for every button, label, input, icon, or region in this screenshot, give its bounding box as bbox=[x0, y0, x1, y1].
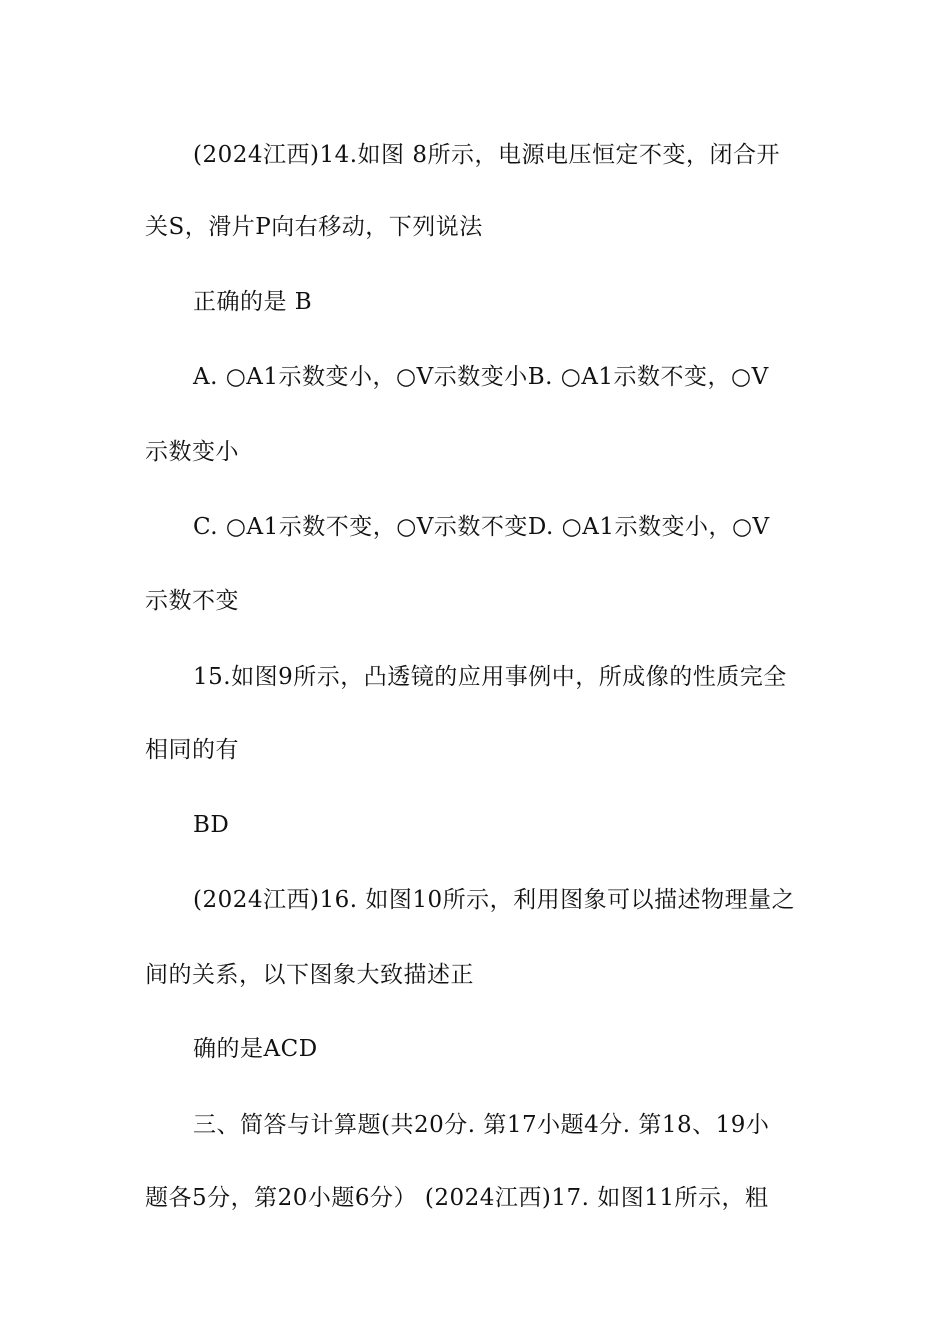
question-14-answer: 正确的是 B bbox=[193, 289, 313, 315]
question-14-options-cd-cont: 示数不变 bbox=[145, 588, 239, 614]
question-14-line-1: (2024江西)14.如图 8所示，电源电压恒定不变，闭合开 bbox=[193, 142, 781, 168]
question-14-options-ab: A. ○A1示数变小，○V示数变小B. ○A1示数不变，○V bbox=[193, 364, 769, 390]
question-16-line-2: 间的关系，以下图象大致描述正 bbox=[145, 962, 474, 988]
question-15-line-2: 相同的有 bbox=[145, 737, 239, 763]
question-14-line-2: 关S，滑片P向右移动，下列说法 bbox=[145, 214, 483, 240]
question-14-options-ab-cont: 示数变小 bbox=[145, 439, 239, 465]
question-16-answer: 确的是ACD bbox=[193, 1036, 318, 1062]
section-three-heading-cont: 题各5分，第20小题6分） (2024江西)17. 如图11所示，粗 bbox=[145, 1185, 769, 1211]
question-15-answer: BD bbox=[193, 812, 230, 838]
question-14-options-cd: C. ○A1示数不变，○V示数不变D. ○A1示数变小，○V bbox=[193, 514, 770, 540]
question-16-line-1: (2024江西)16. 如图10所示，利用图象可以描述物理量之 bbox=[193, 887, 796, 913]
section-three-heading: 三、简答与计算题(共20分. 第17小题4分. 第18、19小 bbox=[193, 1112, 770, 1138]
question-15-line-1: 15.如图9所示，凸透镜的应用事例中，所成像的性质完全 bbox=[193, 664, 787, 690]
